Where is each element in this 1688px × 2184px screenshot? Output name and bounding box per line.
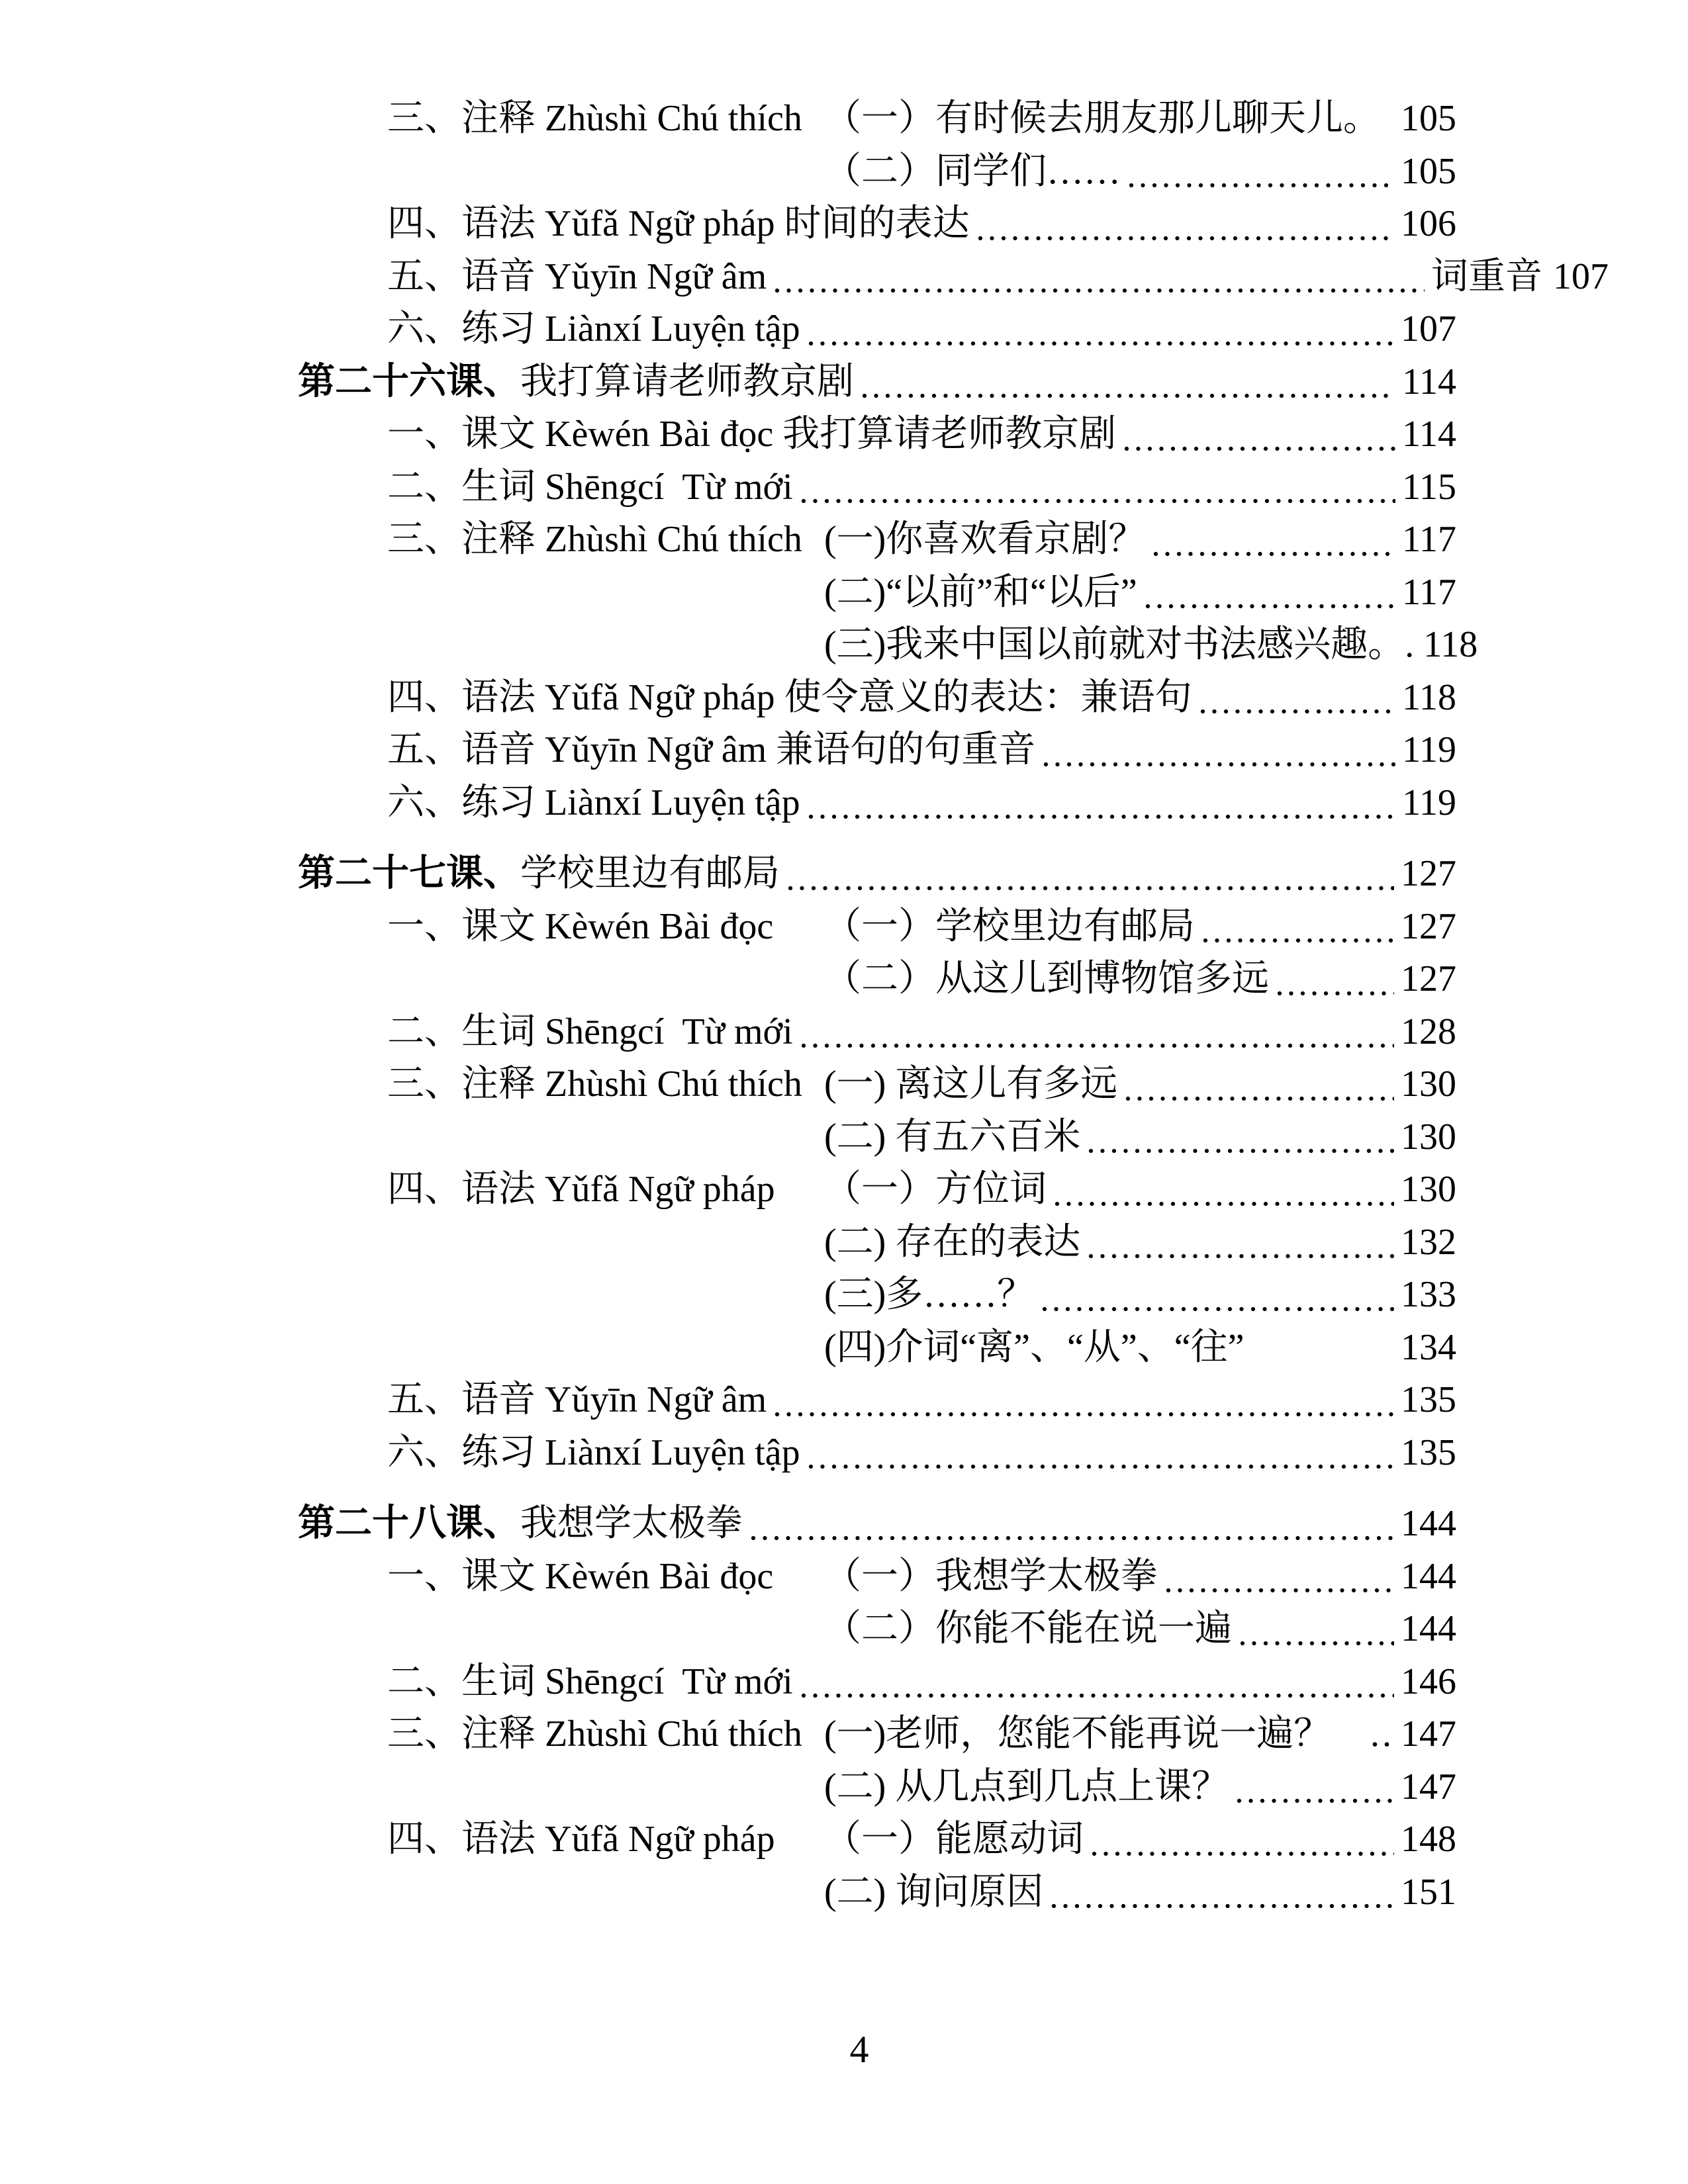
page-ref bbox=[1401, 1374, 1456, 1427]
toc-entry-title: (二) 有五六百米 bbox=[824, 1116, 1081, 1158]
toc-row[interactable] bbox=[298, 1656, 1456, 1709]
toc-entry-subtitle: (一) 离这儿有多远 bbox=[824, 1064, 1118, 1105]
page-ref bbox=[1402, 672, 1456, 725]
toc-entry-title: 三、注释 Zhùshì Chú thích bbox=[387, 98, 802, 139]
dot-leader bbox=[862, 393, 1395, 398]
toc-row[interactable] bbox=[298, 901, 1456, 954]
toc-row[interactable] bbox=[298, 1708, 1456, 1761]
page-number: 147 bbox=[1401, 1766, 1456, 1807]
toc-row[interactable] bbox=[298, 198, 1456, 251]
page-ref-text: 词重音 bbox=[1431, 255, 1542, 297]
page-ref bbox=[1401, 1427, 1456, 1480]
page-number: 105 bbox=[1401, 98, 1456, 139]
toc-entry-title: 四、语法 Yǔfǎ Ngữ pháp 使令意义的表达：兼语句 bbox=[387, 676, 1192, 718]
toc-entry-title: 三、注释 Zhùshì Chú thích bbox=[387, 1064, 802, 1105]
page-ref bbox=[1402, 567, 1456, 619]
dot-leader bbox=[1129, 183, 1394, 188]
page-number: 151 bbox=[1401, 1871, 1456, 1913]
toc-row[interactable] bbox=[298, 251, 1609, 304]
page-ref bbox=[1370, 1708, 1456, 1761]
page-number: 135 bbox=[1401, 1379, 1456, 1420]
toc-entry-subtitle: （一）我想学太极拳 bbox=[824, 1555, 1158, 1597]
toc-row[interactable] bbox=[298, 1498, 1456, 1551]
page-number: 114 bbox=[1402, 414, 1456, 455]
dot-leader bbox=[788, 886, 1394, 891]
toc-entry-title: 五、语音 Yǔyīn Ngữ âm bbox=[387, 255, 767, 297]
page-number: 114 bbox=[1402, 361, 1456, 402]
page-number: 146 bbox=[1401, 1661, 1456, 1702]
page-ref bbox=[1401, 1551, 1456, 1604]
toc-entry-title: 四、语法 Yǔfǎ Ngữ pháp bbox=[387, 1169, 775, 1210]
dot-leader bbox=[1124, 446, 1395, 451]
dot-leader bbox=[1240, 1641, 1394, 1646]
page-ref bbox=[1402, 777, 1456, 830]
toc-entry-title: (二)“以前”和“以后” bbox=[824, 571, 1137, 613]
page-number: 118 bbox=[1402, 676, 1456, 718]
toc-row[interactable] bbox=[298, 619, 1478, 672]
toc-row[interactable] bbox=[298, 356, 1456, 409]
page-number: 127 bbox=[1401, 853, 1456, 894]
toc-row[interactable] bbox=[298, 461, 1456, 514]
toc-entry-title: 四、语法 Yǔfǎ Ngữ pháp bbox=[387, 1819, 775, 1860]
page-number: 128 bbox=[1401, 1011, 1456, 1052]
dot-leader bbox=[808, 341, 1394, 346]
dot-leader bbox=[1277, 991, 1394, 996]
chapter-number-label: 第二十六课、 bbox=[298, 361, 520, 402]
page-number: 130 bbox=[1401, 1169, 1456, 1210]
toc-row[interactable] bbox=[298, 1813, 1456, 1866]
toc-row[interactable] bbox=[298, 93, 1456, 146]
page-ref bbox=[1402, 356, 1456, 409]
toc-entry-title: 我想学太极拳 bbox=[520, 1503, 743, 1544]
chapter-number-label: 第二十八课、 bbox=[298, 1503, 520, 1544]
dot-leader bbox=[801, 498, 1395, 504]
page-ref bbox=[1401, 1111, 1456, 1164]
page-number: 119 bbox=[1402, 782, 1456, 823]
page-ref bbox=[1401, 1006, 1456, 1059]
dot-leader bbox=[774, 288, 1425, 293]
toc-entry-title: 一、课文 Kèwén Bài đọc bbox=[387, 905, 774, 947]
page-number: 135 bbox=[1401, 1432, 1456, 1473]
dot-leader bbox=[1043, 762, 1395, 767]
page-number: 148 bbox=[1401, 1819, 1456, 1860]
page-ref bbox=[1401, 1269, 1456, 1322]
toc-row[interactable] bbox=[298, 1006, 1456, 1059]
dot-leader bbox=[1088, 1253, 1394, 1259]
page-ref bbox=[1401, 901, 1456, 954]
toc-row[interactable] bbox=[298, 146, 1456, 199]
toc-row[interactable] bbox=[298, 1866, 1456, 1919]
dot-leader bbox=[1153, 551, 1395, 557]
page-number: 119 bbox=[1402, 729, 1456, 770]
toc-entry-title: 五、语音 Yǔyīn Ngữ âm bbox=[387, 1379, 767, 1420]
page-ref bbox=[1401, 146, 1456, 199]
page-number: 115 bbox=[1402, 466, 1456, 508]
page-ref bbox=[1401, 1866, 1456, 1919]
page-ref bbox=[1401, 303, 1456, 356]
page-number: 106 bbox=[1401, 203, 1456, 244]
toc-entry-title: 我打算请老师教京剧 bbox=[520, 361, 854, 402]
page-ref bbox=[1402, 461, 1456, 514]
page-ref bbox=[1401, 848, 1456, 901]
toc-entry-title: 三、注释 Zhùshì Chú thích bbox=[387, 519, 802, 560]
toc-entry-title: 一、课文 Kèwén Bài đọc 我打算请老师教京剧 bbox=[387, 414, 1117, 455]
page-ref bbox=[1401, 1761, 1456, 1814]
leader-dots-short: . bbox=[1405, 624, 1417, 665]
page-ref bbox=[1401, 1603, 1456, 1656]
page-number: 144 bbox=[1401, 1555, 1456, 1597]
page-ref bbox=[1405, 619, 1477, 672]
toc-row[interactable] bbox=[298, 724, 1456, 777]
toc-entry-title: （二）同学们…… bbox=[824, 150, 1121, 192]
toc-entry-title: (二) 存在的表达 bbox=[824, 1221, 1081, 1263]
dot-leader bbox=[1051, 1903, 1394, 1909]
toc-entry-title: (三)多……？ bbox=[824, 1274, 1035, 1315]
dot-leader bbox=[808, 814, 1395, 819]
page-number: 105 bbox=[1401, 150, 1456, 192]
toc-entry-title: 二、生词 Shēngcí Từ mới bbox=[387, 466, 793, 508]
dot-leader bbox=[751, 1535, 1394, 1541]
toc-entry-title: (三)我来中国以前就对书法感兴趣。 bbox=[824, 624, 1405, 665]
dot-leader bbox=[1055, 1201, 1394, 1206]
dot-leader bbox=[1237, 1798, 1394, 1803]
page-number: 144 bbox=[1401, 1608, 1456, 1649]
page-ref bbox=[1402, 514, 1456, 567]
page-ref bbox=[1402, 408, 1456, 461]
toc-row[interactable] bbox=[298, 1427, 1456, 1480]
dot-leader bbox=[1092, 1851, 1394, 1856]
page-ref bbox=[1401, 1322, 1456, 1375]
page-number: 127 bbox=[1401, 905, 1456, 947]
toc-entry-subtitle: （一）方位词 bbox=[824, 1169, 1047, 1210]
toc-entry-title: 二、生词 Shēngcí Từ mới bbox=[387, 1661, 793, 1702]
dot-leader bbox=[801, 1043, 1394, 1048]
page-number: 130 bbox=[1401, 1116, 1456, 1158]
dot-leader bbox=[1145, 604, 1395, 609]
page-number: 144 bbox=[1401, 1503, 1456, 1544]
page-number: 107 bbox=[1401, 308, 1456, 349]
page-number: 147 bbox=[1401, 1713, 1456, 1754]
page-number: 132 bbox=[1401, 1221, 1456, 1263]
toc-entry-title: (四)介词“离”、“从”、“往” bbox=[824, 1326, 1244, 1368]
toc-row[interactable] bbox=[298, 1374, 1456, 1427]
toc-row[interactable] bbox=[298, 1163, 1456, 1216]
toc-entry-title: （二）从这儿到博物馆多远 bbox=[824, 958, 1269, 999]
toc-row[interactable] bbox=[298, 567, 1456, 619]
toc-entry-title: 六、练习 Liànxí Luyện tập bbox=[387, 782, 800, 823]
page-ref bbox=[1401, 1813, 1456, 1866]
dot-leader bbox=[978, 236, 1394, 241]
dot-leader bbox=[801, 1693, 1394, 1698]
dot-leader bbox=[1042, 1306, 1394, 1312]
toc-entry-subtitle: （一）有时候去朋友那儿聊天儿。 bbox=[824, 98, 1380, 139]
toc-row[interactable] bbox=[298, 1111, 1456, 1164]
leader-dots-short: .. bbox=[1370, 1713, 1394, 1754]
dot-leader bbox=[1166, 1588, 1394, 1593]
dot-leader bbox=[1088, 1148, 1394, 1154]
page-ref bbox=[1401, 1656, 1456, 1709]
page-number: 117 bbox=[1402, 519, 1456, 560]
toc-entry-subtitle: (一)老师，您能不能再说一遍？ bbox=[824, 1713, 1331, 1754]
toc-entry-title: 五、语音 Yǔyīn Ngữ âm 兼语句的句重音 bbox=[387, 729, 1036, 770]
toc-row[interactable] bbox=[298, 1603, 1456, 1656]
chapter-number-label: 第二十七课、 bbox=[298, 853, 520, 894]
page-ref bbox=[1401, 1498, 1456, 1551]
page-ref bbox=[1401, 1163, 1456, 1216]
toc-entry-subtitle: （一）能愿动词 bbox=[824, 1819, 1084, 1860]
toc-row[interactable] bbox=[298, 514, 1456, 567]
toc-entry-subtitle: （一）学校里边有邮局 bbox=[824, 905, 1195, 947]
toc-row[interactable] bbox=[298, 1761, 1456, 1814]
toc-entry-title: 三、注释 Zhùshì Chú thích bbox=[387, 1713, 802, 1754]
toc-row[interactable] bbox=[298, 953, 1456, 1006]
toc-row[interactable] bbox=[298, 1269, 1456, 1322]
page-ref bbox=[1401, 953, 1456, 1006]
page-ref bbox=[1402, 724, 1456, 777]
page-number: 134 bbox=[1401, 1326, 1456, 1368]
toc-entry-title: (二) 从几点到几点上课？ bbox=[824, 1766, 1229, 1807]
toc bbox=[298, 93, 1609, 1919]
toc-row[interactable] bbox=[298, 1322, 1456, 1375]
toc-row[interactable] bbox=[298, 1058, 1456, 1111]
page-number: 118 bbox=[1423, 624, 1478, 665]
page-ref bbox=[1401, 198, 1456, 251]
dot-leader bbox=[774, 1412, 1394, 1417]
page-ref bbox=[1401, 93, 1456, 146]
page-number: 130 bbox=[1401, 1064, 1456, 1105]
page-number: 133 bbox=[1401, 1274, 1456, 1315]
toc-row[interactable] bbox=[298, 1551, 1456, 1604]
page-number: 117 bbox=[1402, 571, 1456, 613]
toc-entry-title: 四、语法 Yǔfǎ Ngữ pháp 时间的表达 bbox=[387, 203, 970, 244]
dot-leader bbox=[1200, 709, 1395, 714]
toc-entry-title: 二、生词 Shēngcí Từ mới bbox=[387, 1011, 793, 1052]
toc-entry-title: 学校里边有邮局 bbox=[520, 853, 780, 894]
page-number: 127 bbox=[1401, 958, 1456, 999]
toc-row[interactable] bbox=[298, 848, 1456, 901]
toc-entry-title: 六、练习 Liànxí Luyện tập bbox=[387, 1432, 800, 1473]
toc-entry-title: （二）你能不能在说一遍 bbox=[824, 1608, 1232, 1649]
toc-row[interactable] bbox=[298, 777, 1456, 830]
toc-row[interactable] bbox=[298, 1216, 1456, 1269]
page-number: 107 bbox=[1553, 255, 1609, 297]
toc-entry-title: 一、课文 Kèwén Bài đọc bbox=[387, 1555, 774, 1597]
toc-entry-subtitle: (一)你喜欢看京剧？ bbox=[824, 519, 1146, 560]
dot-leader bbox=[1125, 1096, 1394, 1101]
footer-page-number: 4 bbox=[849, 2028, 869, 2071]
toc-entry-title: (二) 询问原因 bbox=[824, 1871, 1044, 1913]
toc-row[interactable] bbox=[298, 303, 1456, 356]
dot-leader bbox=[1203, 938, 1394, 943]
dot-leader bbox=[808, 1464, 1394, 1469]
toc-row[interactable] bbox=[298, 408, 1456, 461]
page-ref bbox=[1431, 251, 1609, 304]
page-ref bbox=[1401, 1058, 1456, 1111]
toc-row[interactable] bbox=[298, 672, 1456, 725]
page-ref bbox=[1401, 1216, 1456, 1269]
toc-entry-title: 六、练习 Liànxí Luyện tập bbox=[387, 308, 800, 349]
